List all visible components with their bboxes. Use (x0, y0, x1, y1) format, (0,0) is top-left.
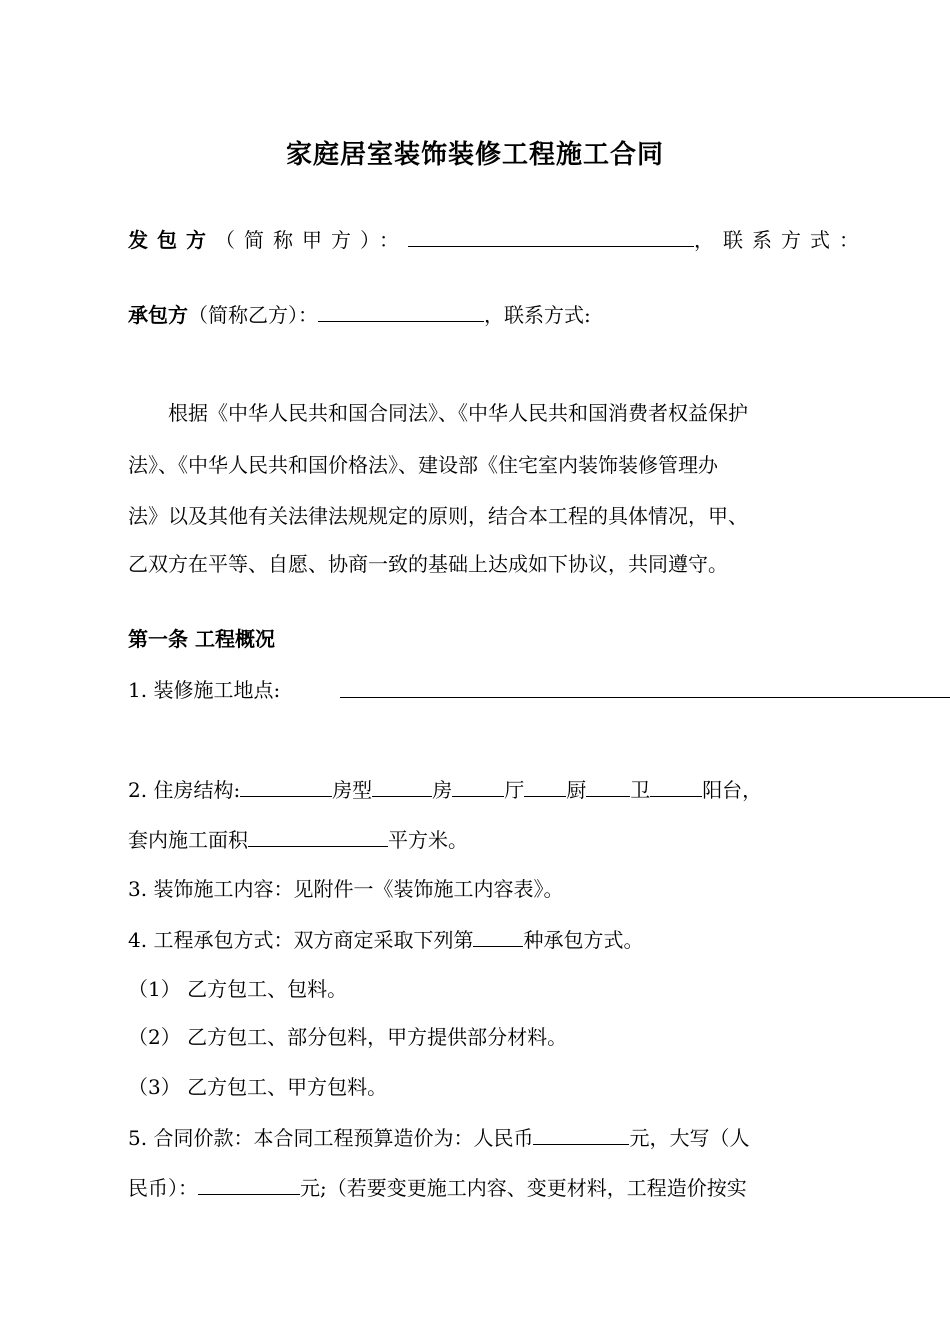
preamble-line: 乙双方在平等、自愿、协商一致的基础上达成如下协议，共同遵守。 (128, 552, 728, 576)
party-b-note: （简称乙方）： (188, 303, 318, 327)
item-3-line: 3. 装饰施工内容：见附件一《装饰施工内容表》。 (128, 877, 564, 901)
item-1-line (128, 677, 280, 703)
party-b-label: 承包方 (128, 303, 188, 327)
party-a-sep: ， (694, 228, 723, 252)
area-prefix: 套内施工面积 (128, 828, 248, 852)
area-unit: 平方米。 (388, 828, 468, 852)
item-4-line (128, 926, 643, 953)
party-a-note: （简称甲方）： (215, 228, 408, 252)
item-5-line2-prefix: 民币）： (128, 1176, 198, 1200)
room-count-blank[interactable] (372, 776, 432, 797)
contract-mode-blank[interactable] (473, 926, 523, 947)
party-a-label: 发包方 (128, 228, 215, 252)
item-5-line (128, 1124, 749, 1151)
party-b-name-blank[interactable] (318, 301, 484, 322)
fang-label: 房 (432, 778, 453, 802)
bath-count-blank[interactable] (586, 776, 630, 797)
area-blank[interactable] (248, 826, 388, 847)
preamble-line: 法》、《中华人民共和国价格法》、建设部《住宅室内装饰装修管理办 (128, 453, 718, 477)
preamble-line: 法》以及其他有关法律法规规定的原则，结合本工程的具体情况，甲、 (128, 504, 748, 528)
option-line: （2） 乙方包工、部分包料，甲方提供部分材料。 (128, 1025, 568, 1049)
item-4-prefix: 4. 工程承包方式：双方商定采取下列第 (128, 928, 474, 952)
price-number-blank[interactable] (533, 1124, 629, 1145)
party-a-line (128, 226, 868, 253)
party-b-line (128, 301, 591, 328)
hall-count-blank[interactable] (452, 776, 504, 797)
option-line: （1） 乙方包工、包料。 (128, 977, 348, 1001)
item-5-mid: 元，大写（人 (629, 1126, 750, 1150)
balcony-count-blank[interactable] (650, 776, 702, 797)
ting-label: 厅 (504, 778, 525, 802)
fang-xing-label: 房型 (332, 778, 373, 802)
item-2-line (128, 776, 762, 803)
item-5-prefix: 5. 合同价款：本合同工程预算造价为：人民币 (128, 1126, 534, 1150)
party-a-contact: 联系方式： (723, 228, 868, 252)
site-address-blank[interactable] (340, 677, 950, 698)
party-a-name-blank[interactable] (408, 226, 694, 247)
party-b-sep: ， (484, 303, 504, 327)
item-5-line-2 (128, 1174, 747, 1201)
item-5-line2-suffix: 元;（若要变更施工内容、变更材料，工程造价按实 (300, 1176, 747, 1200)
document-title: 家庭居室装饰装修工程施工合同 (285, 140, 664, 170)
party-b-contact: 联系方式: (504, 303, 591, 327)
structure-blank[interactable] (240, 776, 332, 797)
option-line: （3） 乙方包工、甲方包料。 (128, 1075, 388, 1099)
item-1-label: 1. 装修施工地点: (128, 678, 281, 702)
article-1-heading: 第一条 工程概况 (128, 627, 275, 651)
yang-tai-label: 阳台， (702, 778, 763, 802)
kitchen-count-blank[interactable] (524, 776, 566, 797)
price-words-blank[interactable] (198, 1174, 300, 1195)
item-2-prefix: 2. 住房结构: (128, 778, 241, 802)
item-4-suffix: 种承包方式。 (523, 928, 644, 952)
wei-label: 卫 (630, 778, 651, 802)
item-2-area-line (128, 826, 468, 853)
preamble-line: 根据《中华人民共和国合同法》、《中华人民共和国消费者权益保护 (168, 401, 748, 425)
chu-label: 厨 (566, 778, 587, 802)
